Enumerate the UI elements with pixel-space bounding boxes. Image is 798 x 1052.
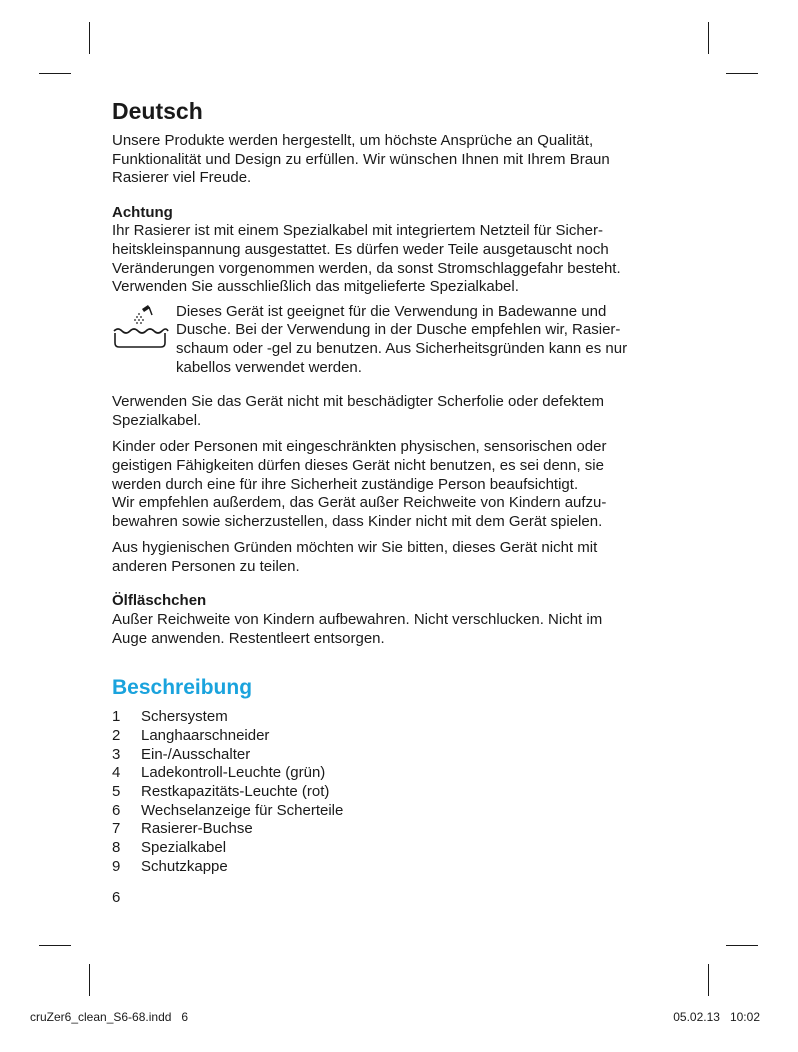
intro-paragraph: Unsere Produkte werden hergestellt, um höchste Ansprüche an Qualität, Funktionalität und Design zu erfüllen. Wir wünschen Ihnen mit Ihrem Braun Rasierer viel Freude. [112, 132, 610, 187]
bath-notice [112, 303, 692, 377]
list-item: 8 Spezialkabel [112, 839, 227, 857]
parts-list [112, 708, 692, 876]
bath-shower-icon [112, 303, 176, 353]
crop-mark-top-right-horizontal [726, 73, 758, 74]
oil-title: Ölfläschchen [112, 592, 207, 610]
list-item: 5 Restkapazitäts-Leuchte (rot) [112, 783, 330, 801]
crop-mark-bottom-left-vertical [89, 964, 90, 996]
footer-timestamp: 05.02.13 10:02 [673, 1010, 760, 1024]
children-warning-paragraph: Kinder oder Personen mit eingeschränkten physischen, sensorischen oder geistigen Fähigkeiten dürfen dieses Gerät nicht benutzen, es sei denn, sie werden durch eine für ihre Sicherheit zuständige Person beaufsichtigt. Wir empfehlen außerdem, das Gerät außer Reichweite von Kindern aufzu- bewahren sowie sicherzustellen, dass Kinder nicht mit dem Gerät spielen. [112, 438, 607, 530]
bath-notice-text: Dieses Gerät ist geeignet für die Verwendung in Badewanne und Dusche. Bei der Verwendung in der Dusche empfehlen wir, Rasier- schaum oder -gel zu benutzen. Aus Sicherheitsgründen kann es nur kabellos verwendet werden. [176, 302, 628, 376]
hygiene-paragraph: Aus hygienischen Gründen möchten wir Sie bitten, dieses Gerät nicht mit anderen Personen zu teilen. [112, 539, 598, 575]
crop-mark-top-left-vertical [89, 22, 90, 54]
list-item: 3 Ein-/Ausschalter [112, 745, 251, 763]
damaged-warning-paragraph: Verwenden Sie das Gerät nicht mit beschädigter Scherfolie oder defektem Spezialkabel. [112, 393, 604, 429]
list-item: 4 Ladekontroll-Leuchte (grün) [112, 764, 326, 782]
oil-section [112, 592, 692, 648]
page-number: 6 [112, 888, 121, 906]
footer-file-name: cruZer6_clean_S6-68.indd 6 [30, 1010, 189, 1024]
list-item: 1 Schersystem [112, 708, 228, 726]
achtung-title: Achtung [112, 203, 173, 221]
crop-mark-top-left-horizontal [39, 73, 71, 74]
description-title: Beschreibung [112, 676, 253, 700]
crop-mark-bottom-right-vertical [708, 964, 709, 996]
crop-mark-bottom-right-horizontal [726, 945, 758, 946]
page-content [112, 96, 692, 907]
list-item: 7 Rasierer-Buchse [112, 820, 253, 838]
achtung-paragraph: Ihr Rasierer ist mit einem Spezialkabel mit integriertem Netzteil für Sicher- heitskleinspannung ausgestattet. Es dürfen weder Teile ausgetauscht noch Veränderungen vorgenommen werden, da sonst Stromschlaggefahr besteht. Verwenden Sie ausschließlich das mitgelieferte Spezialkabel. [112, 222, 621, 296]
crop-mark-top-right-vertical [708, 22, 709, 54]
list-item: 2 Langhaarschneider [112, 726, 270, 744]
page-title: Deutsch [112, 98, 203, 124]
crop-mark-bottom-left-horizontal [39, 945, 71, 946]
list-item: 9 Schutzkappe [112, 857, 228, 875]
list-item: 6 Wechselanzeige für Scherteile [112, 801, 344, 819]
oil-paragraph: Außer Reichweite von Kindern aufbewahren. Nicht verschlucken. Nicht im Auge anwenden. Restentleert entsorgen. [112, 611, 603, 647]
achtung-section [112, 204, 692, 297]
